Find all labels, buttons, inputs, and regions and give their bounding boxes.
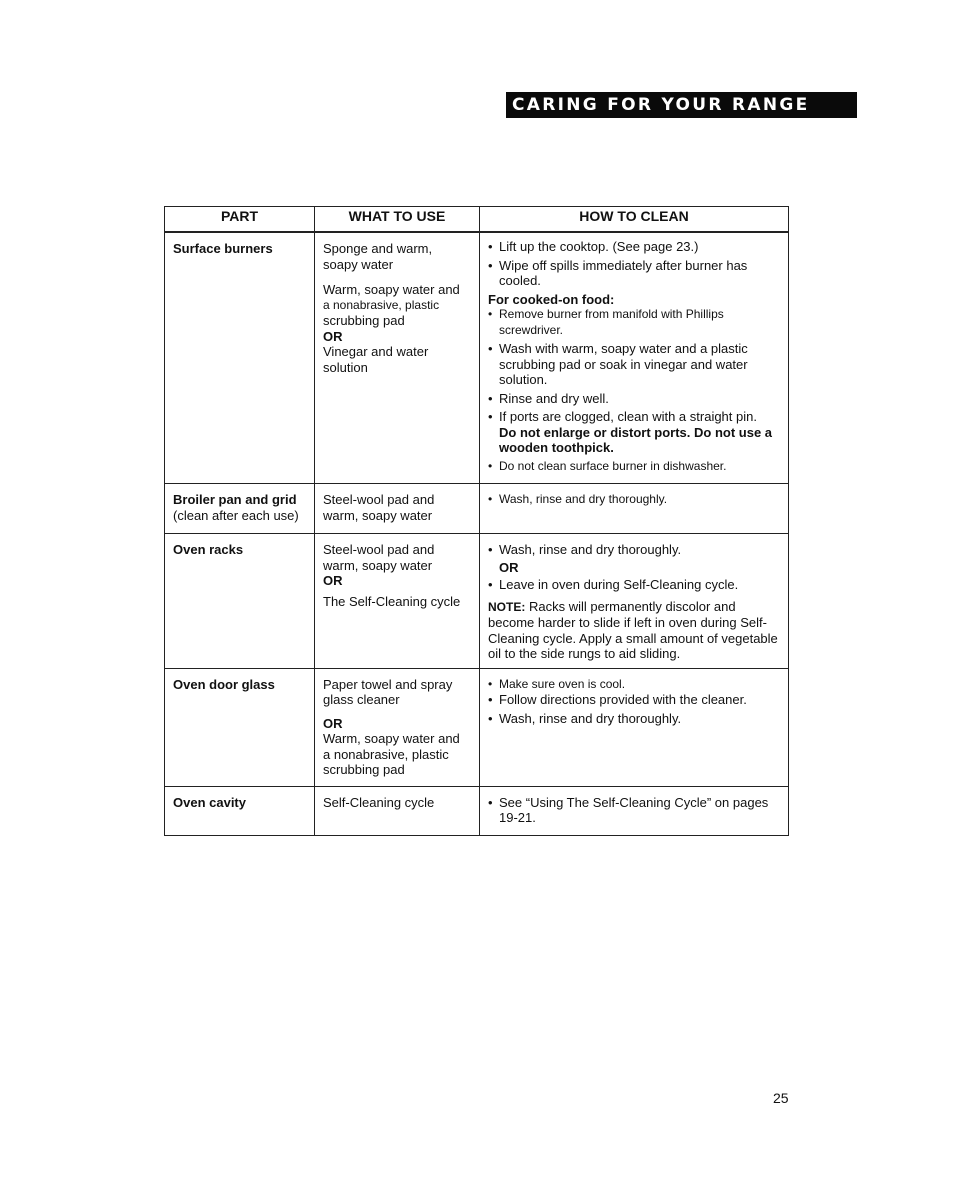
material-line: scrubbing pad (323, 313, 405, 328)
list-item: • Do not clean surface burner in dishwasher. (488, 459, 782, 475)
step-list (488, 677, 782, 727)
material-line: scrubbing pad (323, 762, 405, 777)
material-line: Paper towel and spray (323, 676, 453, 692)
step-list (488, 492, 782, 508)
part-note: (clean after each use) (173, 507, 299, 523)
material-line: a nonabrasive, plastic (323, 297, 440, 312)
material-line: soapy water (323, 256, 394, 272)
or-separator: OR (499, 559, 519, 575)
list-item: • Make sure oven is cool. (488, 677, 782, 693)
material-line: Self-Cleaning cycle (323, 794, 435, 810)
material-line: Sponge and warm, (323, 241, 433, 256)
column-header-how-to-clean: HOW TO CLEAN (480, 207, 789, 233)
step-list (488, 459, 782, 475)
list-item: • Follow directions provided with the cleaner. (488, 692, 782, 708)
what-to-use-cell (315, 534, 480, 669)
list-item: • Wash, rinse and dry thoroughly. (488, 492, 782, 508)
how-to-clean-cell (480, 534, 789, 669)
table-row (165, 786, 789, 835)
subheading: For cooked-on food: (488, 291, 615, 307)
part-cell (165, 534, 315, 669)
material-line: Warm, soapy water and (323, 282, 460, 297)
list-item: • Leave in oven during Self-Cleaning cycle. (488, 577, 782, 593)
part-cell (165, 484, 315, 534)
material-line: The Self-Cleaning cycle (323, 593, 461, 609)
table-row (165, 232, 789, 484)
list-item: • Wash with warm, soapy water and a plastic scrubbing pad or soak in vinegar and water solution. (488, 341, 782, 388)
material-line: Steel-wool pad and (323, 492, 435, 507)
material-line: a nonabrasive, plastic (323, 746, 449, 762)
list-item: • Lift up the cooktop. (See page 23.) (488, 239, 782, 255)
step-list (488, 239, 782, 289)
table-row (165, 668, 789, 786)
material-line: Warm, soapy water and (323, 731, 460, 746)
what-to-use-cell (315, 786, 480, 835)
part-cell (165, 232, 315, 484)
table-row (165, 484, 789, 534)
list-item: • If ports are clogged, clean with a straight pin. (488, 409, 782, 425)
how-to-clean-cell (480, 232, 789, 484)
how-to-clean-cell (480, 786, 789, 835)
material-line: warm, soapy water (323, 557, 433, 573)
part-cell (165, 668, 315, 786)
list-item: • Wash, rinse and dry thoroughly. (488, 711, 782, 727)
what-to-use-cell (315, 484, 480, 534)
or-separator: OR (323, 328, 343, 344)
part-name: Oven racks (173, 542, 244, 557)
table-header-row (165, 207, 789, 233)
note-body: Racks will permanently discolor and become harder to slide if left in oven during Self-Cleaning cycle. Apply a small amount of vegetable oil to the side rungs to aid sliding. (488, 598, 778, 661)
step-list (488, 795, 782, 826)
table-row (165, 534, 789, 669)
part-name: Broiler pan and grid (173, 492, 297, 507)
page-number: 25 (773, 1090, 789, 1106)
material-line: warm, soapy water (323, 507, 433, 523)
column-header-what-to-use: WHAT TO USE (315, 207, 480, 233)
list-item: • Wash, rinse and dry thoroughly. (488, 542, 782, 558)
how-to-clean-cell (480, 484, 789, 534)
note-text (488, 599, 782, 662)
step-list (488, 542, 782, 558)
cleaning-table (164, 206, 789, 836)
or-separator: OR (323, 715, 343, 731)
part-name: Oven door glass (173, 676, 275, 692)
material-line: Vinegar and water (323, 344, 429, 359)
step-list (488, 307, 782, 425)
section-title-banner: CARING FOR YOUR RANGE (506, 92, 857, 118)
part-cell (165, 786, 315, 835)
list-item: • See “Using The Self-Cleaning Cycle” on pages 19-21. (488, 795, 782, 826)
or-separator: OR (323, 573, 343, 588)
step-list (488, 577, 782, 593)
warning-text: Do not enlarge or distort ports. Do not use a wooden toothpick. (499, 424, 773, 455)
part-name: Oven cavity (173, 794, 246, 810)
note-label: NOTE: (488, 599, 526, 614)
material-line: solution (323, 359, 368, 375)
material-line: Steel-wool pad and (323, 542, 435, 557)
list-item: • Wipe off spills immediately after burner has cooled. (488, 258, 782, 289)
part-name: Surface burners (173, 241, 273, 256)
column-header-part: PART (165, 207, 315, 233)
how-to-clean-cell (480, 668, 789, 786)
what-to-use-cell (315, 232, 480, 484)
list-item: • Rinse and dry well. (488, 391, 782, 407)
what-to-use-cell (315, 668, 480, 786)
list-item: • Remove burner from manifold with Phillips screwdriver. (488, 307, 782, 338)
material-line: glass cleaner (323, 692, 400, 707)
